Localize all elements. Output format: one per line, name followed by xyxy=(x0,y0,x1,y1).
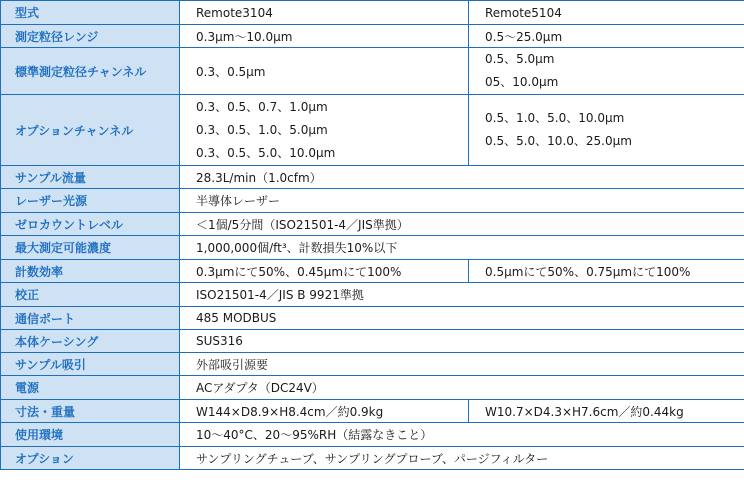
row-label: 標準測定粒径チャンネル xyxy=(1,48,180,95)
value-shared: 485 MODBUS xyxy=(180,307,744,330)
row-flow xyxy=(1,166,744,189)
row-range xyxy=(1,25,744,48)
value-shared: 1,000,000個/ft³、計数損失10%以下 xyxy=(180,236,744,260)
value-b xyxy=(469,95,744,166)
row-label: レーザー光源 xyxy=(1,189,180,213)
value-line: 05、10.0μm xyxy=(485,75,559,89)
value-a xyxy=(180,95,469,166)
row-zero-count xyxy=(1,213,744,236)
value-shared: サンプリングチューブ、サンプリングプローブ、パージフィルター xyxy=(180,447,744,470)
value-shared: ACアダプタ（DC24V） xyxy=(180,376,744,400)
row-options xyxy=(1,447,744,470)
row-label: 電源 xyxy=(1,376,180,400)
value-shared: 28.3L/min（1.0cfm） xyxy=(180,166,744,189)
row-label: 本体ケーシング xyxy=(1,330,180,353)
model-a-name: Remote3104 xyxy=(180,1,469,25)
row-max-conc xyxy=(1,236,744,260)
row-housing xyxy=(1,330,744,353)
value-shared: 半導体レーザー xyxy=(180,189,744,213)
value-b: 0.5〜25.0μm xyxy=(469,25,744,48)
row-label: サンプル流量 xyxy=(1,166,180,189)
value-shared: ＜1個/5分間（ISO21501-4／JIS準拠） xyxy=(180,213,744,236)
row-label: サンプル吸引 xyxy=(1,353,180,376)
row-power xyxy=(1,376,744,400)
value-shared: SUS316 xyxy=(180,330,744,353)
row-label: 通信ポート xyxy=(1,307,180,330)
row-comm xyxy=(1,307,744,330)
row-label: 使用環境 xyxy=(1,423,180,447)
row-label: 寸法・重量 xyxy=(1,400,180,423)
value-shared: 10〜40°C、20〜95%RH（結露なきこと） xyxy=(180,423,744,447)
row-label: ゼロカウントレベル xyxy=(1,213,180,236)
row-std-channels xyxy=(1,48,744,95)
value-b xyxy=(469,48,744,95)
row-suction xyxy=(1,353,744,376)
row-label: オプション xyxy=(1,447,180,470)
row-label: 計数効率 xyxy=(1,260,180,283)
value-shared: ISO21501-4／JIS B 9921準拠 xyxy=(180,283,744,307)
value-shared: 外部吸引源要 xyxy=(180,353,744,376)
value-line: 0.5、1.0、5.0、10.0μm xyxy=(485,111,625,125)
value-line: 0.3、0.5、1.0、5.0μm xyxy=(196,122,328,137)
row-model xyxy=(1,1,744,25)
value-a: 0.3μm〜10.0μm xyxy=(180,25,469,48)
row-environment xyxy=(1,423,744,447)
value-b: 0.5μmにて50%、0.75μmにて100% xyxy=(469,260,744,283)
value-b: W10.7×D4.3×H7.6cm／約0.44kg xyxy=(469,400,744,423)
row-label: 最大測定可能濃度 xyxy=(1,236,180,260)
value-line: 0.3、0.5、5.0、10.0μm xyxy=(196,145,336,160)
row-laser xyxy=(1,189,744,213)
row-label: 型式 xyxy=(1,1,180,25)
value-a: 0.3、0.5μm xyxy=(180,48,469,95)
row-label: 測定粒径レンジ xyxy=(1,25,180,48)
value-a: 0.3μmにて50%、0.45μmにて100% xyxy=(180,260,469,283)
row-opt-channels xyxy=(1,95,744,166)
model-b-name: Remote5104 xyxy=(469,1,744,25)
row-dimensions xyxy=(1,400,744,423)
row-label: オプションチャンネル xyxy=(1,95,180,166)
value-line: 0.5、5.0μm xyxy=(485,52,555,66)
value-line: 0.5、5.0、10.0、25.0μm xyxy=(485,134,632,148)
row-label: 校正 xyxy=(1,283,180,307)
value-a: W144×D8.9×H8.4cm／約0.9kg xyxy=(180,400,469,423)
row-efficiency xyxy=(1,260,744,283)
value-line: 0.3、0.5、0.7、1.0μm xyxy=(196,99,328,114)
row-calibration xyxy=(1,283,744,307)
